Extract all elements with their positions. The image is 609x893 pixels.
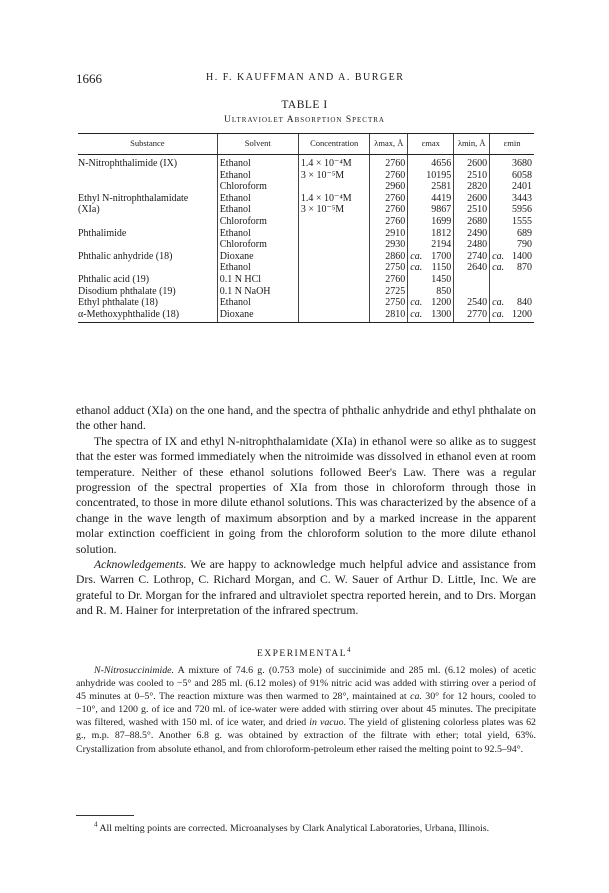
cell-lambda-max: 2930 (370, 239, 408, 251)
cell-lambda-min: 2540 (454, 297, 490, 309)
cell-lambda-max: 2760 (370, 170, 408, 182)
cell-eps-min: 6058 (512, 169, 532, 181)
running-head: H. F. KAUFFMAN AND A. BURGER (206, 72, 405, 83)
cell-eps-min-prefix (490, 239, 506, 251)
table-row (78, 228, 534, 240)
column-header-concentration: Concentration (298, 134, 370, 155)
cell-lambda-min: 2490 (454, 228, 490, 240)
cell-lambda-max: 2960 (370, 181, 408, 193)
section-heading-experimental (0, 645, 609, 659)
cell-eps-max: 4656 (431, 158, 452, 169)
cell-concentration (298, 228, 370, 240)
column-header-solvent: Solvent (217, 134, 298, 155)
cell-lambda-max: 2760 (370, 216, 408, 228)
cell-eps-max-prefix (408, 193, 424, 205)
cell-lambda-max: 2860 (370, 251, 408, 263)
paragraph-n-nitrosuccinimide (76, 664, 536, 756)
experimental-text-1: A mixture of 74.6 g. (0.753 mole) of succinimide and 285 ml. (6.12 moles) of acetic anhydride was cooled to −5° and 285 ml. (6.12 moles) of 91% nitric acid was added with stirring over a period of 45 minutes at 0–5°. The reaction mixture was then warmed to 28°, maintained at (76, 665, 536, 703)
in-vacuo: in vacuo (309, 717, 344, 729)
cell-concentration (298, 297, 370, 309)
cell-solvent: 0.1 N NaOH (217, 286, 298, 298)
page-number: 1666 (76, 71, 102, 86)
cell-substance: (XIa) (78, 204, 100, 216)
cell-lambda-max: 2910 (370, 228, 408, 240)
experimental-section (76, 664, 536, 756)
cell-substance: α-Methoxyphthalide (18) (78, 309, 217, 323)
paragraph-acknowledgements (76, 557, 536, 619)
cell-solvent: Chloroform (217, 216, 298, 228)
table-caption: Ultraviolet Absorption Spectra (224, 115, 385, 125)
cell-substance: Phthalic acid (19) (78, 273, 150, 285)
cell-concentration: 1.4 × 10⁻⁴M (298, 193, 370, 205)
cell-lambda-max: 2760 (370, 204, 408, 216)
cell-eps-max: 850 (436, 285, 452, 297)
cell-eps-min-prefix: ca. (490, 262, 506, 274)
cell-substance: Disodium phthalate (19) (78, 285, 176, 297)
cell-eps-max: 1699 (431, 215, 452, 227)
cell-eps-min-prefix (490, 170, 506, 182)
experimental-text-2: 30° for 12 hours, cooled to −10°, and 1200 g. of ice and 720 ml. of ice-water were added with stirring over about 45 minutes. The precipitate was filtered, washed with 150 ml. of ice water, and dried (76, 691, 536, 729)
cell-lambda-max: 2810 (370, 309, 408, 323)
cell-eps-max: 1812 (431, 227, 452, 239)
cell-eps-max-prefix: ca. (408, 297, 424, 309)
section-heading-text: EXPERIMENTAL (256, 649, 348, 659)
cell-eps-max: 2581 (431, 181, 452, 193)
cell-lambda-min: 2770 (454, 309, 490, 323)
cell-lambda-min (454, 274, 490, 286)
cell-eps-max-prefix (408, 228, 424, 240)
cell-eps-min (506, 274, 534, 286)
table-row (78, 262, 534, 274)
experimental-text-3: . The yield of glistening colorless plates was 62 g., m.p. 87–88.5°. Another 6.8 g. was obtained by extraction of the filtrate with ether; total yield, 63%. Crystallization from absolute ethanol, and from chloroform-petroleum ether raised the melting point to 92.5–94°. (76, 717, 536, 755)
cell-eps-min-prefix: ca. (490, 297, 506, 309)
cell-lambda-min: 2510 (454, 204, 490, 216)
cell-solvent: Chloroform (217, 181, 298, 193)
cell-eps-max-prefix (408, 274, 424, 286)
table-row (78, 239, 534, 251)
column-header-lambda-min: λmin, Å (454, 134, 490, 155)
cell-lambda-max: 2760 (370, 155, 408, 170)
cell-eps-max: 9867 (431, 204, 452, 216)
cell-eps-max-prefix: ca. (408, 262, 424, 274)
cell-eps-min-prefix (490, 286, 506, 298)
page-header (76, 71, 536, 87)
cell-concentration (298, 274, 370, 286)
table-row (78, 297, 534, 309)
cell-lambda-max: 2760 (370, 274, 408, 286)
body-text (76, 403, 536, 619)
cell-concentration (298, 239, 370, 251)
cell-substance (78, 262, 217, 274)
column-header-epsilon-max: εmax (408, 134, 454, 155)
cell-lambda-min: 2600 (454, 155, 490, 170)
table-row (78, 181, 534, 193)
cell-lambda-min: 2740 (454, 251, 490, 263)
cell-solvent: Dioxane (217, 309, 298, 323)
cell-eps-max: 2194 (431, 239, 452, 251)
acknowledgements-text: We are happy to acknowledge much helpful advice and assistance from Drs. Warren C. Lothrop, C. Richard Morgan, and C. W. Sauer of Arthur D. Little, Inc. We are grateful to Dr. Morgan for the infrared and ultraviolet spectra reported herein, and to Drs. Morgan and R. M. Hainer for interpretation of the infrared spectrum. (76, 558, 536, 618)
cell-eps-min: 689 (517, 227, 532, 239)
cell-substance: Ethyl N-nitrophthalamidate (78, 192, 189, 204)
table-header-row (78, 134, 534, 155)
table-row (78, 155, 534, 170)
cell-substance (78, 239, 217, 251)
cell-eps-max: 1150 (431, 262, 452, 274)
cell-solvent: Ethanol (217, 170, 298, 182)
cell-concentration (298, 181, 370, 193)
cell-eps-min: 1200 (506, 309, 534, 323)
cell-eps-min: 2401 (512, 181, 532, 193)
cell-eps-max-prefix (408, 181, 424, 193)
cell-eps-min: 840 (517, 297, 532, 309)
cell-eps-max-prefix (408, 216, 424, 228)
cell-concentration: 1.4 × 10⁻⁴M (298, 155, 370, 170)
cell-substance: Phthalimide (78, 227, 127, 239)
footnote-divider (76, 815, 134, 816)
table-row (78, 170, 534, 182)
cell-eps-min-prefix (490, 274, 506, 286)
cell-eps-min-prefix: ca. (490, 309, 506, 323)
cell-eps-max: 1450 (431, 273, 452, 285)
cell-substance (78, 170, 217, 182)
cell-eps-max-prefix (408, 286, 424, 298)
cell-lambda-min: 2600 (454, 193, 490, 205)
cell-eps-min: 870 (517, 262, 532, 274)
footnote (76, 822, 536, 835)
table-title: TABLE I (281, 99, 328, 111)
cell-solvent: 0.1 N HCl (217, 274, 298, 286)
cell-solvent: Dioxane (217, 251, 298, 263)
table-row (78, 251, 534, 263)
cell-solvent: Ethanol (217, 193, 298, 205)
cell-solvent: Ethanol (217, 228, 298, 240)
cell-eps-max-prefix: ca. (408, 251, 424, 263)
cell-eps-max-prefix (408, 239, 424, 251)
cell-eps-max-prefix: ca. (408, 309, 424, 323)
cell-eps-min-prefix (490, 216, 506, 228)
table-row (78, 216, 534, 228)
cell-eps-max-prefix (408, 170, 424, 182)
cell-eps-max: 1300 (424, 309, 454, 323)
cell-substance: N-Nitrophthalimide (IX) (78, 158, 178, 169)
cell-solvent: Ethanol (217, 262, 298, 274)
footnote-ref-4: 4 (347, 645, 353, 654)
table-row (78, 193, 534, 205)
cell-eps-min (506, 286, 534, 298)
cell-eps-max: 4419 (431, 192, 452, 204)
cell-eps-min-prefix (490, 228, 506, 240)
cell-substance (78, 216, 217, 228)
footnote-mark: 4 (94, 820, 98, 829)
paragraph-spectra-discussion: The spectra of IX and ethyl N-nitrophthalamidate (XIa) in ethanol were so alike as to suggest that the ester was formed immediately when the nitroimide was dissolved in ethanol even at room temperature. Neither of these ethanol solutions followed Beer's Law. There was a regular progression of the spectral properties of XIa from those in chloroform through those in concentrated, to those in more dilute ethanol solutions. This was characterized by the absence of a change in the wave length of maximum absorption and by a marked increase in the apparent molar extinction coefficient in going from the chloroform solution to the more dilute ethanol solution. (76, 434, 536, 556)
cell-solvent: Ethanol (217, 297, 298, 309)
cell-lambda-max: 2750 (370, 297, 408, 309)
table-row (78, 309, 534, 323)
cell-eps-max: 10195 (426, 169, 452, 181)
cell-eps-min-prefix: ca. (490, 251, 506, 263)
footnote-text: All melting points are corrected. Microanalyses by Clark Analytical Laboratories, Urbana, Illinois. (97, 823, 490, 834)
cell-eps-max: 1700 (431, 250, 452, 262)
cell-eps-min: 1555 (512, 215, 532, 227)
cell-substance: Phthalic anhydride (18) (78, 250, 173, 262)
cell-eps-min-prefix (490, 155, 506, 170)
cell-substance: Ethyl phthalate (18) (78, 297, 158, 309)
column-header-lambda-max: λmax, Å (370, 134, 408, 155)
cell-concentration (298, 309, 370, 323)
cell-eps-max-prefix (408, 155, 424, 170)
cell-lambda-min (454, 286, 490, 298)
cell-concentration: 3 × 10⁻⁵M (298, 170, 370, 182)
acknowledgements-label: Acknowledgements. (94, 558, 187, 572)
cell-lambda-max: 2760 (370, 193, 408, 205)
cell-lambda-min: 2640 (454, 262, 490, 274)
cell-eps-max: 1200 (431, 297, 452, 309)
cell-solvent: Ethanol (217, 155, 298, 170)
uv-absorption-table (78, 133, 534, 323)
cell-lambda-min: 2680 (454, 216, 490, 228)
table-row (78, 286, 534, 298)
table-body (78, 155, 534, 323)
cell-eps-min: 790 (517, 239, 532, 251)
cell-lambda-min: 2480 (454, 239, 490, 251)
cell-eps-min: 3680 (512, 158, 532, 169)
cell-eps-min-prefix (490, 193, 506, 205)
cell-concentration (298, 286, 370, 298)
column-header-epsilon-min: εmin (490, 134, 534, 155)
cell-lambda-min: 2820 (454, 181, 490, 193)
cell-lambda-max: 2725 (370, 286, 408, 298)
cell-concentration: 3 × 10⁻⁵M (298, 204, 370, 216)
cell-concentration (298, 262, 370, 274)
cell-eps-min: 1400 (512, 250, 532, 262)
compound-name: N-Nitrosuccinimide. (94, 665, 174, 676)
cell-lambda-min: 2510 (454, 170, 490, 182)
cell-eps-max-prefix (408, 204, 424, 216)
column-header-substance: Substance (78, 134, 217, 155)
cell-concentration (298, 216, 370, 228)
cell-solvent: Chloroform (217, 239, 298, 251)
cell-eps-min-prefix (490, 204, 506, 216)
cell-solvent: Ethanol (217, 204, 298, 216)
paragraph-continuation: ethanol adduct (XIa) on the one hand, and the spectra of phthalic anhydride and ethyl phthalate on the other hand. (76, 404, 536, 433)
cell-substance (78, 181, 217, 193)
ca-abbrev: ca. (410, 691, 422, 703)
table-row (78, 274, 534, 286)
cell-eps-min: 5956 (512, 204, 532, 216)
cell-lambda-max: 2750 (370, 262, 408, 274)
table-row (78, 204, 534, 216)
cell-eps-min: 3443 (512, 192, 532, 204)
cell-concentration (298, 251, 370, 263)
cell-eps-min-prefix (490, 181, 506, 193)
